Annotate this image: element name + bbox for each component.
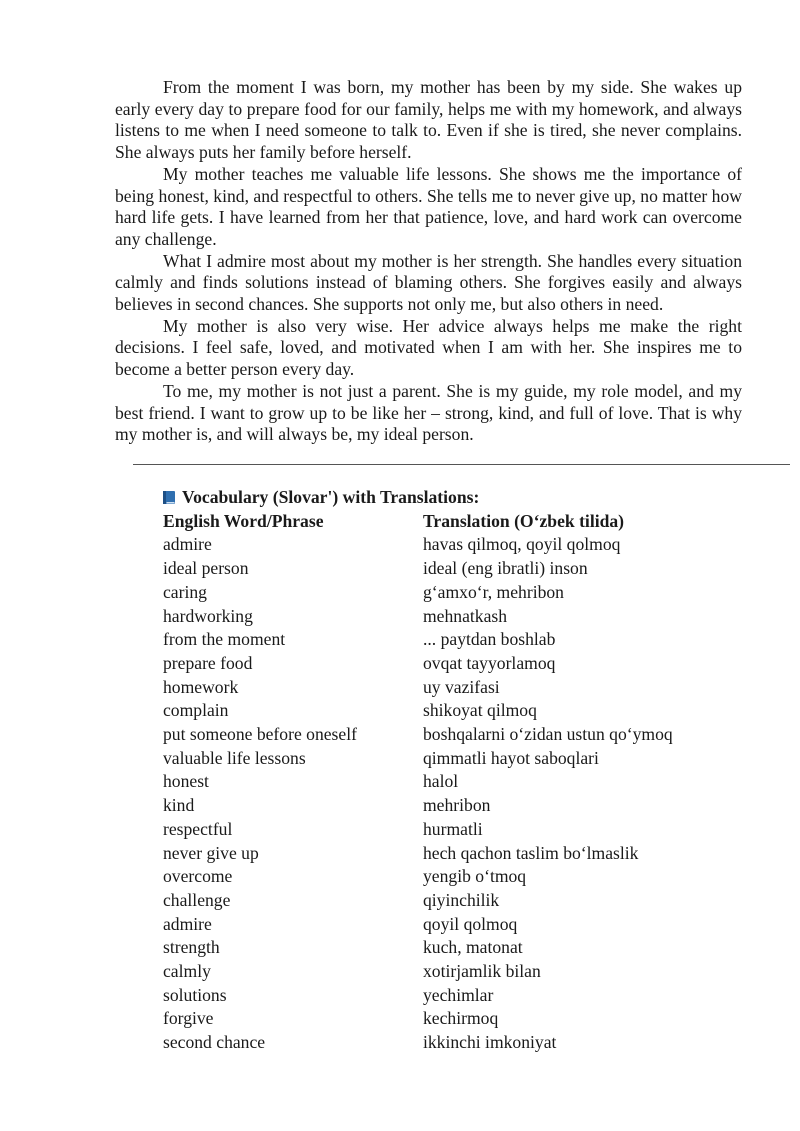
english-term: kind bbox=[163, 795, 195, 816]
uzbek-translation: kechirmoq bbox=[423, 1008, 499, 1029]
english-term: put someone before oneself bbox=[163, 724, 357, 745]
table-row bbox=[163, 652, 723, 676]
english-term: homework bbox=[163, 676, 239, 697]
uzbek-translation: hech qachon taslim bo‘lmaslik bbox=[423, 842, 639, 863]
vocabulary-title bbox=[162, 486, 723, 510]
table-row bbox=[163, 1007, 723, 1031]
table-row bbox=[163, 723, 723, 747]
uzbek-translation: hurmatli bbox=[423, 818, 483, 839]
uzbek-translation: mehnatkash bbox=[423, 605, 508, 626]
essay-paragraph: To me, my mother is not just a parent. She is my guide, my role model, and my best friend. I want to grow up to be like her – strong, kind, and full of love. That is why my mother is, and will always be, my ideal person. bbox=[115, 380, 742, 445]
table-row bbox=[163, 605, 723, 629]
essay-paragraph: From the moment I was born, my mother has been by my side. She wakes up early every day to prepare food for our family, helps me with my homework, and always listens to me when I need someone to talk to. Even if she is tired, she never complains. She always puts her family before herself. bbox=[115, 77, 742, 163]
uzbek-translation: ovqat tayyorlamoq bbox=[423, 652, 556, 673]
uzbek-translation: boshqalarni o‘zidan ustun qo‘ymoq bbox=[423, 724, 673, 745]
english-term: complain bbox=[163, 700, 229, 721]
table-row bbox=[163, 842, 723, 866]
header-translation: Translation (O‘zbek tilida) bbox=[423, 510, 625, 531]
table-row bbox=[163, 984, 723, 1008]
table-row bbox=[163, 889, 723, 913]
table-row bbox=[163, 770, 723, 794]
book-icon bbox=[162, 490, 176, 505]
english-term: strength bbox=[163, 937, 220, 958]
table-row bbox=[163, 818, 723, 842]
table-row bbox=[163, 747, 723, 771]
essay-paragraph: My mother is also very wise. Her advice always helps me make the right decisions. I feel safe, loved, and motivated when I am with her. She inspires me to become a better person every day. bbox=[115, 315, 742, 380]
uzbek-translation: shikoyat qilmoq bbox=[423, 700, 537, 721]
table-row bbox=[163, 628, 723, 652]
uzbek-translation: g‘amxo‘r, mehribon bbox=[423, 581, 564, 602]
table-row bbox=[163, 581, 723, 605]
table-row bbox=[163, 865, 723, 889]
table-row bbox=[163, 676, 723, 700]
uzbek-translation: xotirjamlik bilan bbox=[423, 961, 541, 982]
uzbek-translation: ideal (eng ibratli) inson bbox=[423, 558, 588, 579]
table-row bbox=[163, 699, 723, 723]
table-header bbox=[163, 510, 723, 534]
english-term: caring bbox=[163, 581, 207, 602]
uzbek-translation: havas qilmoq, qoyil qolmoq bbox=[423, 534, 621, 555]
english-term: solutions bbox=[163, 984, 227, 1005]
vocabulary-section bbox=[163, 486, 723, 1055]
table-row bbox=[163, 960, 723, 984]
vocabulary-title-text: Vocabulary (Slovar') with Translations: bbox=[182, 487, 480, 507]
essay-paragraph: What I admire most about my mother is her strength. She handles every situation calmly and finds solutions instead of blaming others. She forgives easily and always believes in second chances. She supports not only me, but also others in need. bbox=[115, 250, 742, 315]
uzbek-translation: ... paytdan boshlab bbox=[423, 629, 556, 650]
english-term: second chance bbox=[163, 1032, 266, 1053]
essay-paragraph: My mother teaches me valuable life lessons. She shows me the importance of being honest, kind, and respectful to others. She tells me to never give up, no matter how hard life gets. I have learned from her that patience, love, and hard work can overcome any challenge. bbox=[115, 163, 742, 249]
english-term: admire bbox=[163, 913, 212, 934]
english-term: respectful bbox=[163, 818, 233, 839]
table-row bbox=[163, 913, 723, 937]
english-term: challenge bbox=[163, 889, 231, 910]
english-term: hardworking bbox=[163, 605, 253, 626]
table-row bbox=[163, 1031, 723, 1055]
uzbek-translation: qimmatli hayot saboqlari bbox=[423, 747, 599, 768]
essay-body bbox=[115, 77, 742, 446]
table-row bbox=[163, 794, 723, 818]
english-term: forgive bbox=[163, 1008, 214, 1029]
table-row bbox=[163, 936, 723, 960]
uzbek-translation: yechimlar bbox=[423, 984, 494, 1005]
vocabulary-rows bbox=[163, 533, 723, 1054]
english-term: valuable life lessons bbox=[163, 747, 306, 768]
section-divider bbox=[133, 464, 790, 465]
uzbek-translation: halol bbox=[423, 771, 459, 792]
uzbek-translation: uy vazifasi bbox=[423, 676, 500, 697]
table-row bbox=[163, 533, 723, 557]
uzbek-translation: qiyinchilik bbox=[423, 889, 500, 910]
english-term: calmly bbox=[163, 961, 211, 982]
english-term: ideal person bbox=[163, 558, 249, 579]
english-term: admire bbox=[163, 534, 212, 555]
uzbek-translation: ikkinchi imkoniyat bbox=[423, 1032, 557, 1053]
header-english: English Word/Phrase bbox=[163, 510, 324, 531]
english-term: overcome bbox=[163, 866, 233, 887]
english-term: never give up bbox=[163, 842, 259, 863]
english-term: from the moment bbox=[163, 629, 286, 650]
table-row bbox=[163, 557, 723, 581]
english-term: honest bbox=[163, 771, 209, 792]
uzbek-translation: kuch, matonat bbox=[423, 937, 523, 958]
english-term: prepare food bbox=[163, 652, 253, 673]
uzbek-translation: mehribon bbox=[423, 795, 491, 816]
uzbek-translation: qoyil qolmoq bbox=[423, 913, 518, 934]
uzbek-translation: yengib o‘tmoq bbox=[423, 866, 527, 887]
